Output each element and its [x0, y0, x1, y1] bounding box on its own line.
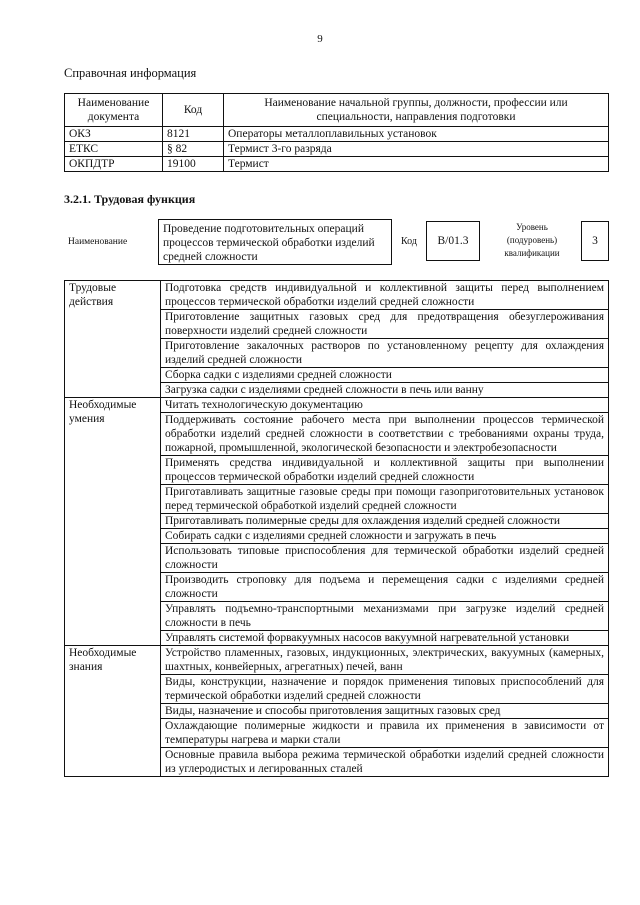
section-item: Приготовление закалочных растворов по установленному рецепту для охлаждения изделий средней сложности	[161, 339, 609, 368]
header-document-name: Наименование документа	[65, 94, 163, 127]
section-item: Поддерживать состояние рабочего места при выполнении процессов термической обработки изделий средней сложности в соответствии с требованиями охраны труда, пожарной, промышленной, экологической безопасности и электробезопасности	[161, 413, 609, 456]
group-name: Термист	[224, 157, 609, 172]
section-item: Подготовка средств индивидуальной и коллективной защиты перед выполнением процессов термической обработки изделий средней сложности	[161, 281, 609, 310]
document-code: § 82	[163, 142, 224, 157]
section-category: Необходимые знания	[65, 646, 161, 777]
section-item: Загрузка садки с изделиями средней сложности в печь или ванну	[161, 383, 609, 398]
header-code: Код	[163, 94, 224, 127]
table-row	[65, 646, 609, 675]
section-item: Читать технологическую документацию	[161, 398, 609, 413]
group-name: Операторы металлоплавильных установок	[224, 127, 609, 142]
reference-table	[64, 93, 609, 172]
table-row	[65, 157, 609, 172]
section-heading: Справочная информация	[64, 66, 197, 80]
function-table-body	[65, 281, 609, 777]
group-name: Термист 3-го разряда	[224, 142, 609, 157]
table-row	[65, 127, 609, 142]
qualification-level-label: Уровень (подуровень) квалификации	[504, 222, 560, 258]
function-table	[64, 280, 609, 777]
section-item: Охлаждающие полимерные жидкости и правила их применения в зависимости от температуры нагрева и марки стали	[161, 719, 609, 748]
section-item: Устройство пламенных, газовых, индукционных, электрических, вакуумных (камерных, шахтных, конвейерных, агрегатных) печей, ванн	[161, 646, 609, 675]
table-row	[65, 281, 609, 310]
section-item: Приготавливать защитные газовые среды при помощи газоприготовительных установок перед термической обработкой изделий средней сложности	[161, 485, 609, 514]
section-item: Применять средства индивидуальной и коллективной защиты при выполнении процессов термической обработки изделий средней сложности	[161, 456, 609, 485]
code-label: Код	[401, 236, 417, 247]
section-item: Собирать садки с изделиями средней сложности и загружать в печь	[161, 529, 609, 544]
reference-table-header-row	[65, 94, 609, 127]
section-item: Основные правила выбора режима термической обработки изделий средней сложности из углеродистых и легированных сталей	[161, 748, 609, 777]
document-code: 19100	[163, 157, 224, 172]
section-category: Трудовые действия	[65, 281, 161, 398]
section-item: Приготовление защитных газовых сред для предотвращения обезуглероживания поверхности изделий средней сложности	[161, 310, 609, 339]
page-number: 9	[317, 33, 323, 45]
section-item: Сборка садки с изделиями средней сложности	[161, 368, 609, 383]
table-row	[65, 398, 609, 413]
document-code: 8121	[163, 127, 224, 142]
qualification-level: 3	[581, 221, 609, 261]
section-item: Приготавливать полимерные среды для охлаждения изделий средней сложности	[161, 514, 609, 529]
section-category: Необходимые умения	[65, 398, 161, 646]
section-item: Виды, конструкции, назначение и порядок применения типовых приспособлений для термической обработки изделий средней сложности	[161, 675, 609, 704]
function-code: B/01.3	[426, 221, 480, 261]
name-label: Наименование	[68, 237, 128, 247]
function-title: Проведение подготовительных операций процессов термической обработки изделий средней сложности	[158, 219, 392, 265]
section-item: Управлять подъемно-транспортными механизмами при загрузке изделий средней сложности в печь	[161, 602, 609, 631]
document-name: ЕТКС	[65, 142, 163, 157]
section-item: Использовать типовые приспособления для термической обработки изделий средней сложности	[161, 544, 609, 573]
document-name: ОКЗ	[65, 127, 163, 142]
document-name: ОКПДТР	[65, 157, 163, 172]
table-row	[65, 142, 609, 157]
header-group-name: Наименование начальной группы, должности, профессии или специальности, направления подготовки	[224, 94, 609, 127]
section-item: Производить строповку для подъема и перемещения садки с изделиями средней сложности	[161, 573, 609, 602]
section-item: Управлять системой форвакуумных насосов вакуумной нагревательной установки	[161, 631, 609, 646]
section-item: Виды, назначение и способы приготовления защитных газовых сред	[161, 704, 609, 719]
function-heading: 3.2.1. Трудовая функция	[64, 192, 196, 206]
